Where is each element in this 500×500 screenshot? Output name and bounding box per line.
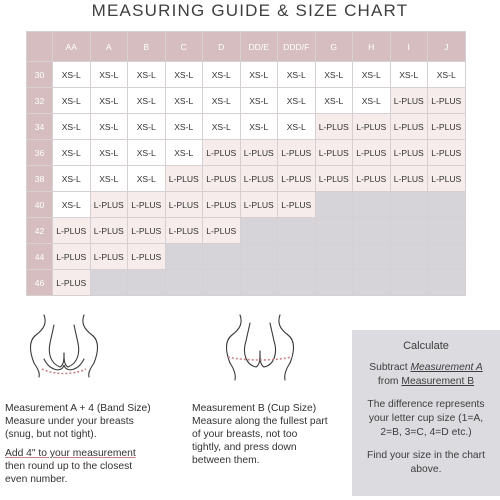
size-cell: XS-L [53, 140, 91, 166]
size-cell [315, 270, 353, 296]
measurement-b-figure [210, 313, 310, 381]
cup-header-d: D [203, 32, 241, 62]
size-cell [390, 270, 428, 296]
size-cell [390, 244, 428, 270]
measurement-b-heading: Measurement B (Cup Size) [192, 403, 317, 414]
size-cell: L-PLUS [353, 140, 391, 166]
size-cell: L-PLUS [240, 166, 278, 192]
cup-header-row [27, 32, 466, 62]
size-cell [278, 218, 316, 244]
size-cell: L-PLUS [353, 114, 391, 140]
size-cell [428, 218, 466, 244]
size-cell: XS-L [90, 140, 128, 166]
band-size-cell: 44 [27, 244, 53, 270]
cup-header-aa: AA [53, 32, 91, 62]
band-size-cell: 42 [27, 218, 53, 244]
size-cell: L-PLUS [278, 140, 316, 166]
size-cell: XS-L [240, 88, 278, 114]
size-cell: XS-L [165, 114, 203, 140]
cup-header-h: H [353, 32, 391, 62]
size-cell: XS-L [278, 88, 316, 114]
size-cell: L-PLUS [240, 192, 278, 218]
corner-cell [27, 32, 53, 62]
cup-header-g: G [315, 32, 353, 62]
size-cell: XS-L [128, 88, 166, 114]
size-cell: L-PLUS [315, 140, 353, 166]
measurement-b-line1: Measure along the fullest part [192, 416, 328, 427]
table-row [27, 140, 466, 166]
size-cell: XS-L [128, 140, 166, 166]
size-cell: L-PLUS [203, 218, 241, 244]
size-cell [240, 218, 278, 244]
size-cell: L-PLUS [278, 166, 316, 192]
size-cell: XS-L [203, 114, 241, 140]
calculate-find: Find your size in the chart above. [367, 450, 485, 475]
size-cell: L-PLUS [90, 244, 128, 270]
measurement-b-caption [192, 402, 352, 467]
table-row [27, 270, 466, 296]
band-size-cell: 40 [27, 192, 53, 218]
measurement-a-heading: Measurement A + 4 (Band Size) [5, 403, 151, 414]
table-row [27, 62, 466, 88]
measurement-b-line4: between them. [192, 455, 260, 466]
size-cell: L-PLUS [428, 114, 466, 140]
size-cell: XS-L [203, 62, 241, 88]
size-cell: L-PLUS [53, 218, 91, 244]
size-cell [428, 244, 466, 270]
size-cell [203, 270, 241, 296]
size-cell: L-PLUS [128, 192, 166, 218]
table-row [27, 218, 466, 244]
size-cell: L-PLUS [203, 192, 241, 218]
size-cell [353, 244, 391, 270]
size-cell [353, 218, 391, 244]
size-cell [128, 270, 166, 296]
table-row [27, 114, 466, 140]
size-cell: L-PLUS [315, 166, 353, 192]
size-cell [240, 244, 278, 270]
measurement-a-ref: Measurement A [410, 362, 483, 373]
size-cell: XS-L [203, 88, 241, 114]
size-cell: L-PLUS [315, 114, 353, 140]
size-cell [165, 244, 203, 270]
calculate-heading: Calculate [403, 340, 449, 352]
size-cell: L-PLUS [390, 114, 428, 140]
cup-header-j: J [428, 32, 466, 62]
size-cell: XS-L [353, 62, 391, 88]
size-cell: L-PLUS [165, 192, 203, 218]
size-cell [278, 270, 316, 296]
measurement-a-figure [14, 313, 114, 378]
cup-header-b: B [128, 32, 166, 62]
size-cell: XS-L [240, 62, 278, 88]
size-cell [390, 218, 428, 244]
size-cell: L-PLUS [428, 166, 466, 192]
size-cell: L-PLUS [353, 166, 391, 192]
size-cell: XS-L [90, 166, 128, 192]
size-cell: XS-L [353, 88, 391, 114]
size-cell: XS-L [90, 62, 128, 88]
band-size-cell: 32 [27, 88, 53, 114]
size-cell: L-PLUS [390, 166, 428, 192]
size-cell: XS-L [278, 114, 316, 140]
size-cell [315, 192, 353, 218]
measurement-a-line2: (snug, but not tight). [5, 429, 97, 440]
size-cell: XS-L [90, 88, 128, 114]
size-cell [428, 270, 466, 296]
measurement-b-ref: Measurement B [401, 376, 475, 387]
size-cell: L-PLUS [53, 270, 91, 296]
size-cell: L-PLUS [128, 218, 166, 244]
size-cell: XS-L [128, 114, 166, 140]
calculate-difference: The difference represents your letter cup size (1=A, 2=B, 3=C, 4=D etc.) [367, 399, 485, 438]
size-cell: L-PLUS [203, 140, 241, 166]
band-size-cell: 30 [27, 62, 53, 88]
size-cell: XS-L [165, 88, 203, 114]
measurement-b-line3: tightly, and press down [192, 442, 297, 453]
size-cell [315, 244, 353, 270]
measurement-a-add: Add 4" to your measurement [5, 448, 136, 459]
size-cell: XS-L [90, 114, 128, 140]
size-cell: L-PLUS [428, 140, 466, 166]
size-cell: XS-L [240, 114, 278, 140]
page-title: MEASURING GUIDE & SIZE CHART [91, 1, 409, 20]
size-cell: L-PLUS [428, 88, 466, 114]
size-cell: L-PLUS [278, 192, 316, 218]
size-cell: L-PLUS [203, 166, 241, 192]
measurement-a-caption [5, 402, 180, 486]
band-size-cell: 38 [27, 166, 53, 192]
size-cell: XS-L [128, 62, 166, 88]
measurement-a-line3: then round up to the closest [5, 461, 133, 472]
size-cell: XS-L [53, 192, 91, 218]
band-size-cell: 46 [27, 270, 53, 296]
size-cell [90, 270, 128, 296]
size-cell: XS-L [278, 62, 316, 88]
cup-header-dd-e: DD/E [240, 32, 278, 62]
cup-header-ddd-f: DDD/F [278, 32, 316, 62]
size-cell [353, 270, 391, 296]
size-cell: XS-L [315, 62, 353, 88]
size-cell: L-PLUS [165, 218, 203, 244]
table-row [27, 166, 466, 192]
size-cell: XS-L [390, 62, 428, 88]
size-cell: XS-L [53, 88, 91, 114]
size-cell: L-PLUS [90, 192, 128, 218]
table-row [27, 192, 466, 218]
size-cell: XS-L [315, 88, 353, 114]
size-cell [203, 244, 241, 270]
measurement-a-line1: Measure under your breasts [5, 416, 134, 427]
size-cell: L-PLUS [390, 140, 428, 166]
size-cell: XS-L [165, 62, 203, 88]
size-cell [240, 270, 278, 296]
cup-header-i: I [390, 32, 428, 62]
size-cell [428, 192, 466, 218]
size-cell: XS-L [165, 140, 203, 166]
band-size-cell: 36 [27, 140, 53, 166]
calculate-box [352, 330, 500, 496]
cup-header-c: C [165, 32, 203, 62]
size-cell [390, 192, 428, 218]
band-size-cell: 34 [27, 114, 53, 140]
table-row [27, 88, 466, 114]
cup-header-a: A [90, 32, 128, 62]
size-cell [353, 192, 391, 218]
calculate-subtract: Subtract Measurement A from Measurement B [369, 362, 483, 387]
size-cell: XS-L [428, 62, 466, 88]
size-cell: L-PLUS [390, 88, 428, 114]
size-cell: L-PLUS [240, 140, 278, 166]
size-cell [315, 218, 353, 244]
measurement-b-line2: of your breasts, not too [192, 429, 298, 440]
table-row [27, 244, 466, 270]
size-cell: L-PLUS [53, 244, 91, 270]
size-cell: L-PLUS [165, 166, 203, 192]
size-cell: XS-L [53, 62, 91, 88]
size-cell: XS-L [53, 114, 91, 140]
size-cell [165, 270, 203, 296]
measurement-a-line4: even number. [5, 474, 68, 485]
size-cell: L-PLUS [90, 218, 128, 244]
size-cell: XS-L [53, 166, 91, 192]
size-cell: L-PLUS [128, 244, 166, 270]
size-chart-table [26, 31, 466, 296]
size-cell [278, 244, 316, 270]
size-cell: XS-L [128, 166, 166, 192]
